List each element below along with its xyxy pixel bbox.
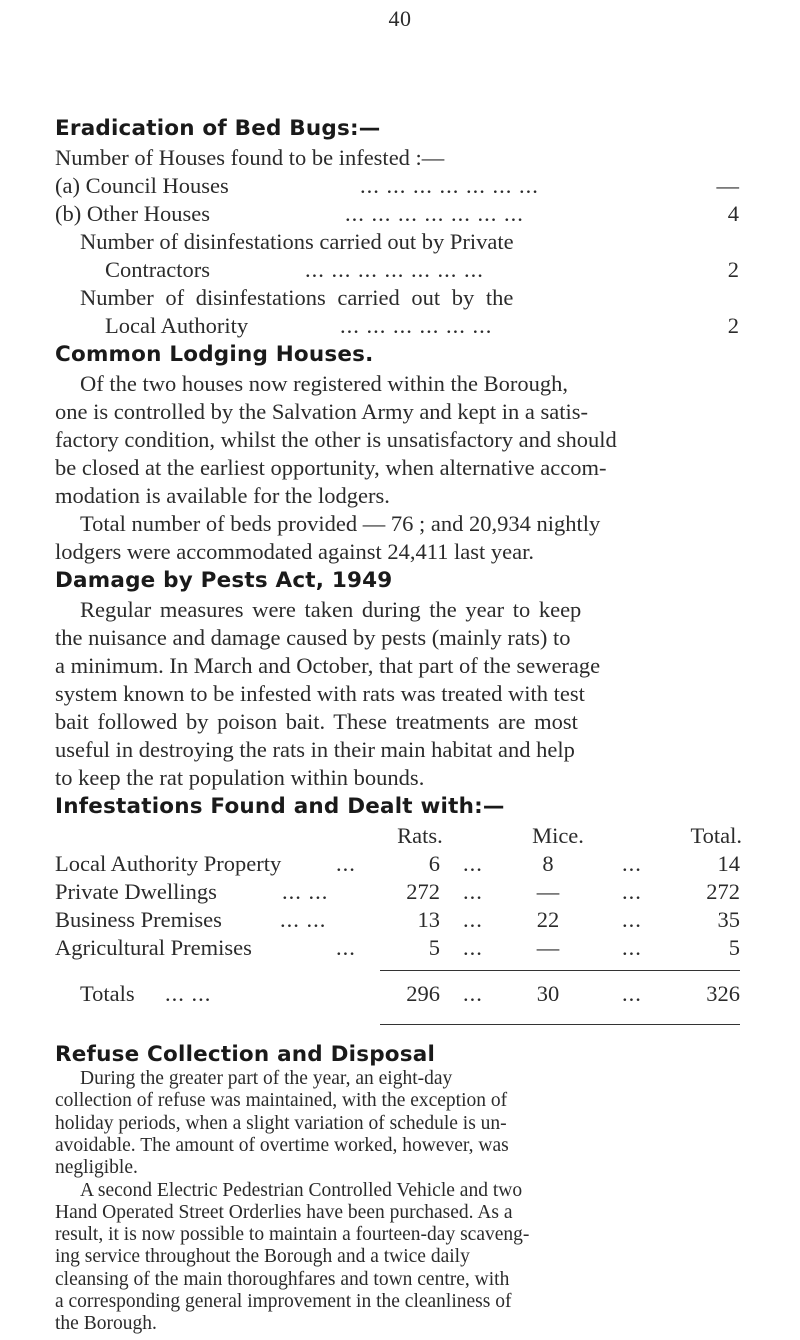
infested-intro: Number of Houses found to be infested :— bbox=[55, 145, 445, 170]
leader-dots: ... ... bbox=[280, 907, 327, 932]
refuse-line: cleansing of the main thoroughfares and town centre, with bbox=[55, 1268, 510, 1290]
totals-top-rule bbox=[380, 970, 740, 971]
refuse-line: collection of refuse was maintained, with the exception of bbox=[55, 1090, 508, 1112]
council-houses-label: (a) Council Houses bbox=[55, 173, 229, 198]
total-value: 14 bbox=[717, 851, 740, 876]
other-houses-value: 4 bbox=[727, 201, 739, 226]
rats-value: 272 bbox=[406, 879, 440, 904]
refuse-line: Hand Operated Street Orderlies have been purchased. As a bbox=[55, 1201, 513, 1223]
private-contractors-value: 2 bbox=[727, 257, 739, 282]
refuse-line: a corresponding general improvement in the cleanliness of bbox=[55, 1291, 512, 1312]
totals-label: Totals bbox=[80, 981, 135, 1006]
column-header-rats: Rats. bbox=[397, 823, 443, 848]
lodging-line: modation is available for the lodgers. bbox=[55, 483, 390, 508]
refuse-line: negligible. bbox=[55, 1157, 138, 1179]
totals-bottom-rule bbox=[380, 1024, 740, 1025]
mice-value: 22 bbox=[536, 907, 560, 932]
leader-dots: ... ... bbox=[282, 879, 329, 904]
local-authority-label: Local Authority bbox=[105, 313, 249, 338]
leader-dots: ... bbox=[622, 851, 642, 876]
private-contractors-label: Contractors bbox=[105, 257, 210, 282]
lodging-line: Of the two houses now registered within the Borough, bbox=[80, 371, 569, 396]
pests-line: to keep the rat population within bounds. bbox=[55, 765, 425, 790]
page-number: 40 bbox=[388, 6, 412, 31]
row-label: Agricultural Premises bbox=[55, 935, 252, 960]
leader-dots: ... bbox=[622, 935, 642, 960]
lodging-line: one is controlled by the Salvation Army and kept in a satis- bbox=[55, 399, 589, 424]
mice-total: 30 bbox=[536, 981, 560, 1006]
mice-value: — bbox=[536, 935, 560, 960]
total-value: 272 bbox=[706, 879, 740, 904]
refuse-line: result, it is now possible to maintain a fourteen-day scaveng- bbox=[55, 1224, 530, 1246]
mice-value: 8 bbox=[542, 851, 554, 876]
column-header-total: Total. bbox=[690, 823, 742, 848]
rats-value: 13 bbox=[417, 907, 440, 932]
leader-dots: ... bbox=[336, 935, 356, 960]
pests-heading: Damage by Pests Act, 1949 bbox=[55, 568, 393, 593]
leader-dots: ... bbox=[622, 879, 642, 904]
mice-value: — bbox=[536, 879, 560, 904]
rats-total: 296 bbox=[406, 981, 440, 1006]
row-label: Business Premises bbox=[55, 907, 222, 932]
refuse-line: avoidable. The amount of overtime worked, however, was bbox=[55, 1134, 509, 1156]
lodging-heading: Common Lodging Houses. bbox=[55, 342, 374, 367]
leader-dots: ... bbox=[463, 851, 483, 876]
local-authority-value: 2 bbox=[727, 313, 739, 338]
leader-dots: ... ... ... ... ... ... ... bbox=[345, 201, 524, 226]
total-value: 35 bbox=[717, 907, 740, 932]
leader-dots: ... ... ... ... ... ... ... bbox=[360, 173, 539, 198]
leader-dots: ... bbox=[622, 907, 642, 932]
pests-line: useful in destroying the rats in their main habitat and help bbox=[55, 737, 575, 762]
lodging-line: lodgers were accommodated against 24,411 last year. bbox=[55, 539, 535, 564]
other-houses-label: (b) Other Houses bbox=[55, 201, 210, 226]
lodging-line: factory condition, whilst the other is unsatisfactory and should bbox=[55, 427, 617, 452]
pests-line: a minimum. In March and October, that part of the sewerage bbox=[55, 653, 601, 678]
lodging-line: be closed at the earliest opportunity, when alternative accom- bbox=[55, 455, 607, 480]
refuse-line: ing service throughout the Borough and a twice daily bbox=[55, 1246, 470, 1268]
pests-line: system known to be infested with rats was treated with test bbox=[55, 681, 585, 706]
grand-total: 326 bbox=[706, 981, 740, 1006]
refuse-line: holiday periods, when a slight variation of schedule is un- bbox=[55, 1112, 507, 1134]
leader-dots: ... bbox=[463, 907, 483, 932]
row-label: Local Authority Property bbox=[55, 851, 282, 876]
bed-bugs-heading: Eradication of Bed Bugs:— bbox=[55, 116, 381, 141]
rats-value: 5 bbox=[428, 935, 440, 960]
row-label: Private Dwellings bbox=[55, 879, 217, 904]
leader-dots: ... bbox=[463, 981, 483, 1006]
lodging-line: Total number of beds provided — 76 ; and 20,934 nightly bbox=[80, 511, 601, 536]
infestations-heading: Infestations Found and Dealt with:— bbox=[55, 794, 505, 819]
leader-dots: ... ... bbox=[165, 981, 212, 1006]
refuse-line: the Borough. bbox=[55, 1313, 157, 1335]
refuse-heading: Refuse Collection and Disposal bbox=[55, 1042, 436, 1067]
council-houses-value: — bbox=[716, 173, 739, 198]
column-header-mice: Mice. bbox=[532, 823, 584, 848]
private-disinfestations-line: Number of disinfestations carried out by Private bbox=[80, 229, 514, 254]
refuse-line: During the greater part of the year, an eight-day bbox=[80, 1068, 453, 1089]
leader-dots: ... ... ... ... ... ... ... bbox=[305, 257, 484, 282]
rats-value: 6 bbox=[428, 851, 440, 876]
leader-dots: ... bbox=[463, 879, 483, 904]
leader-dots: ... bbox=[622, 981, 642, 1006]
pests-line: Regular measures were taken during the year to keep bbox=[80, 597, 582, 622]
total-value: 5 bbox=[728, 935, 740, 960]
leader-dots: ... bbox=[463, 935, 483, 960]
pests-line: the nuisance and damage caused by pests (mainly rats) to bbox=[55, 625, 571, 650]
leader-dots: ... bbox=[336, 851, 356, 876]
pests-line: bait followed by poison bait. These treatments are most bbox=[55, 709, 578, 734]
refuse-line: A second Electric Pedestrian Controlled Vehicle and two bbox=[80, 1179, 523, 1201]
leader-dots: ... ... ... ... ... ... bbox=[340, 313, 493, 338]
local-disinfestations-line: Number of disinfestations carried out by the bbox=[80, 285, 514, 310]
